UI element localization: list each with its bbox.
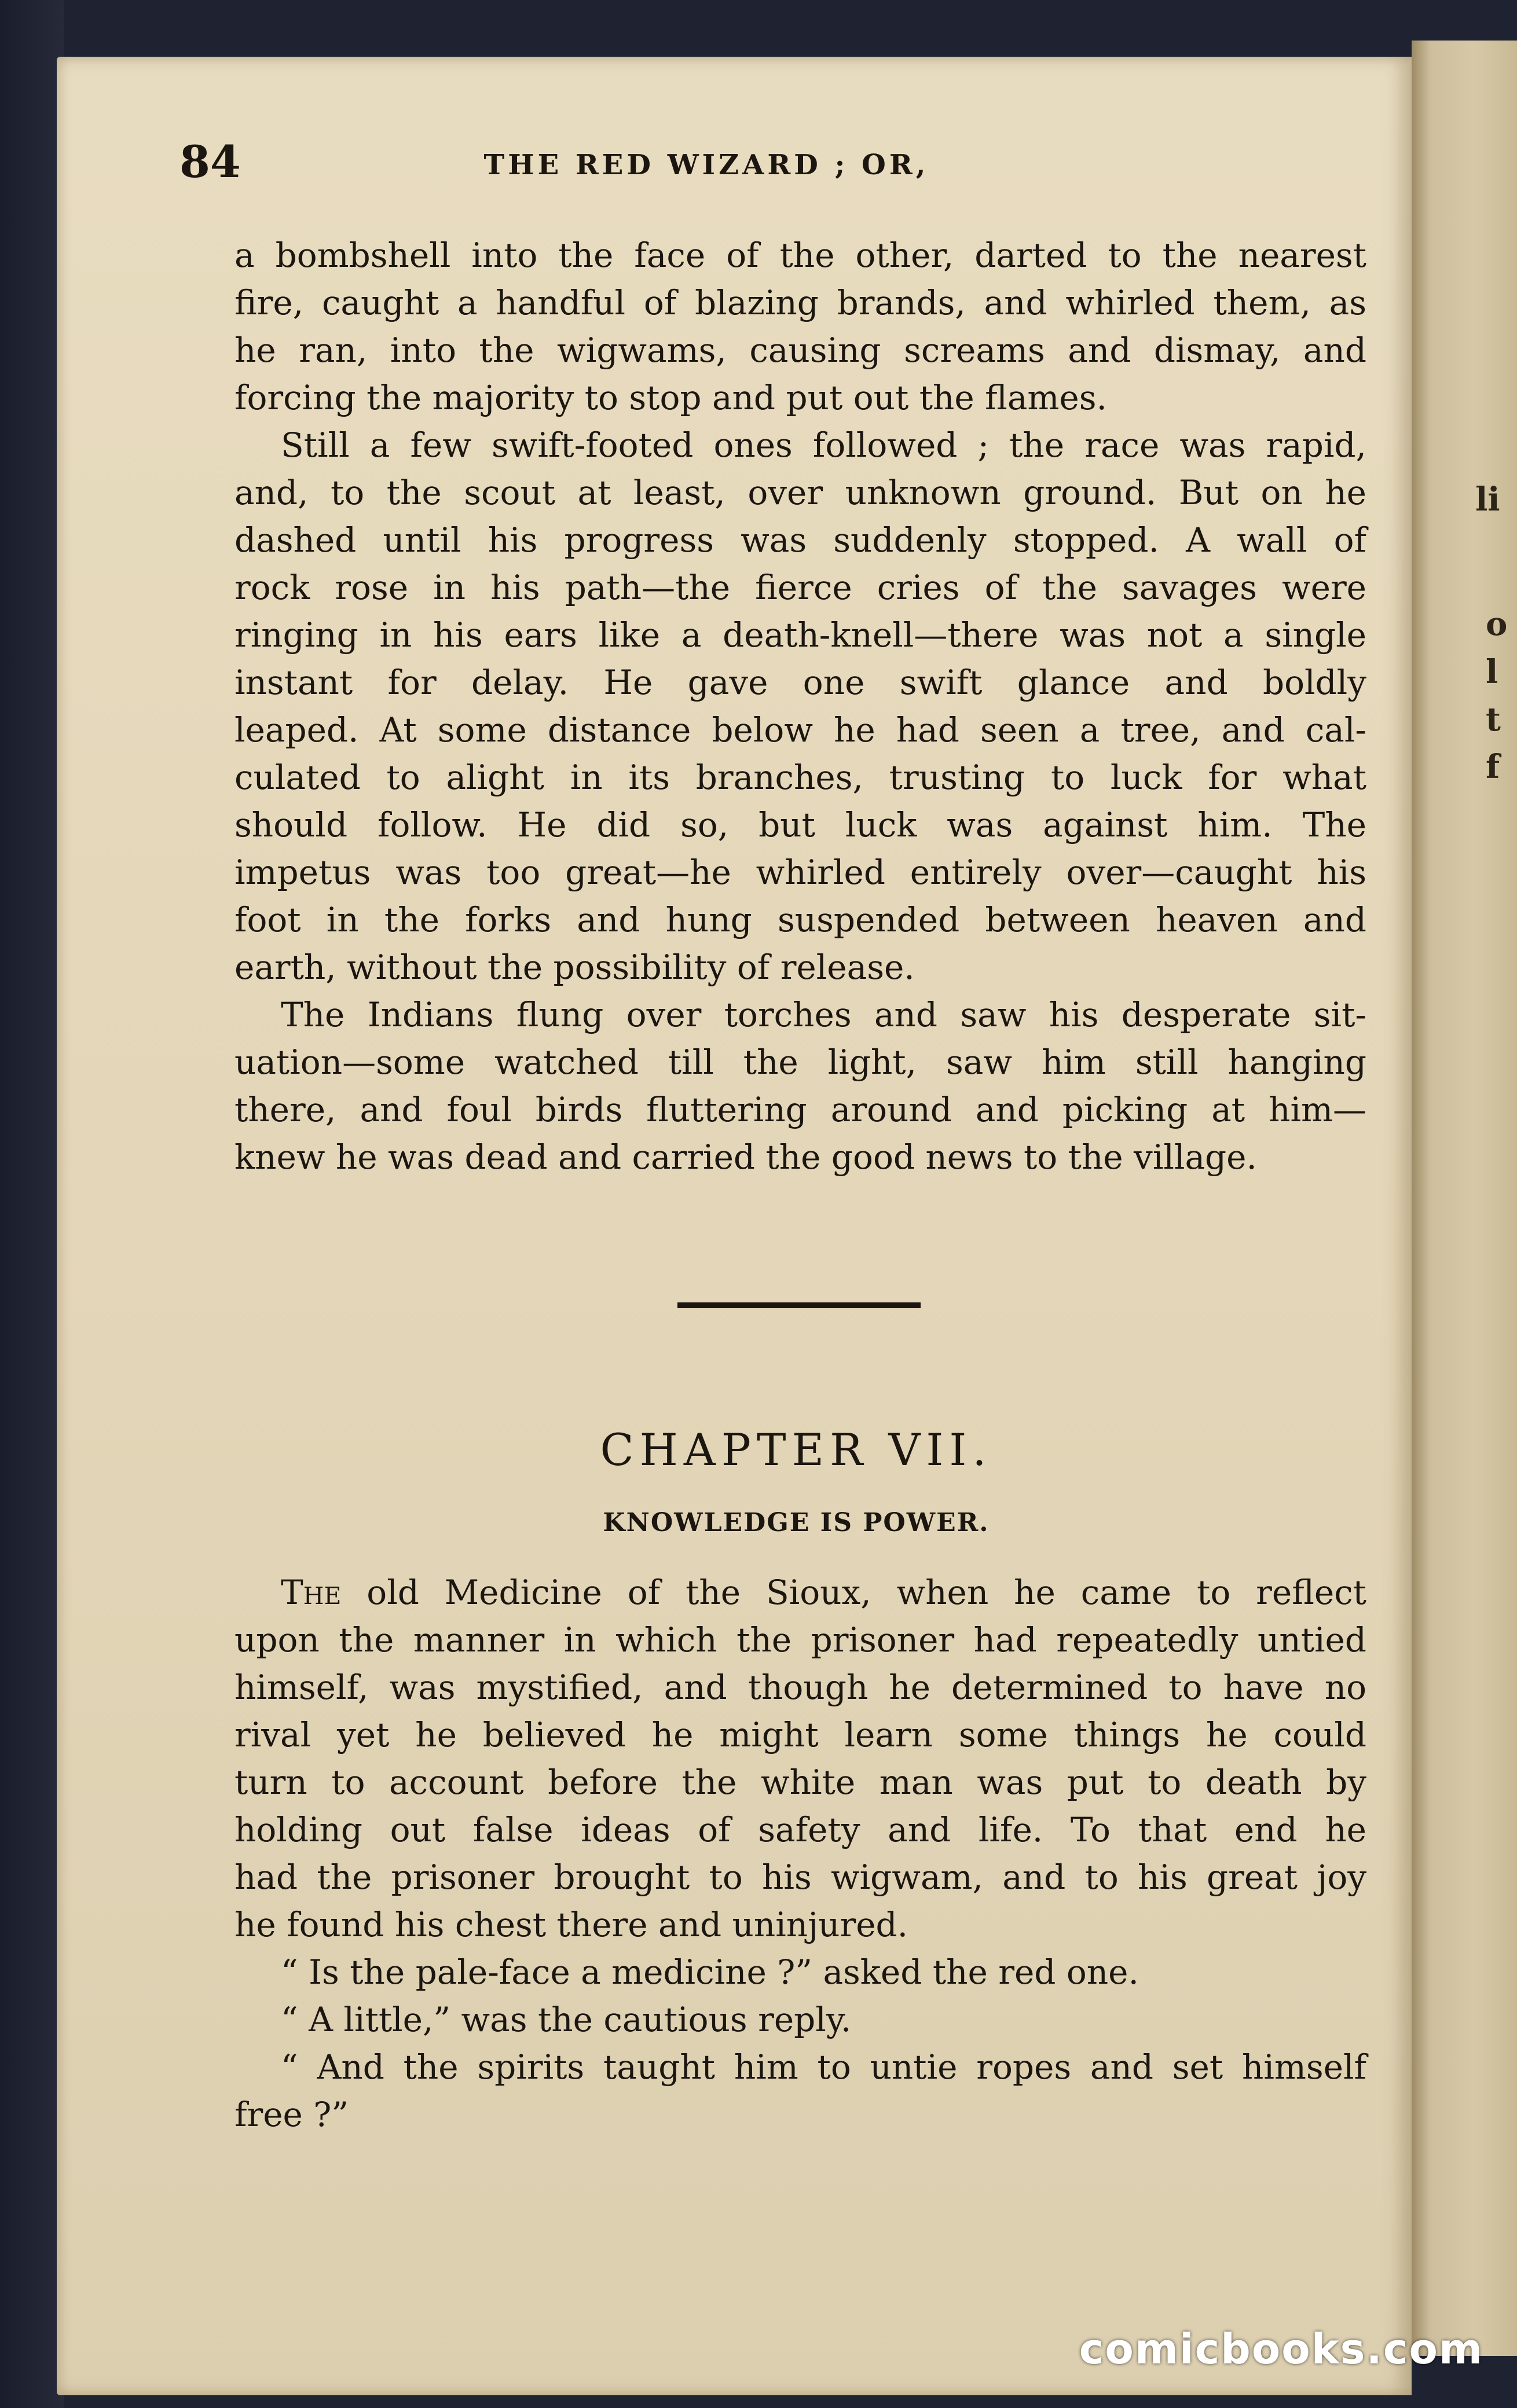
- page-header: [0, 136, 1517, 188]
- text-line: should follow. He did so, but luck was against him. The: [234, 805, 1366, 845]
- text-line: upon the manner in which the prisoner had repeatedly untied: [234, 1620, 1366, 1660]
- chapter-subtitle: KNOWLEDGE IS POWER.: [603, 1508, 990, 1537]
- section-2-lines: [234, 1616, 1366, 2138]
- text-line: The Indians flung over torches and saw his desperate sit-: [281, 995, 1366, 1034]
- text-line: culated to alight in its branches, trusting to luck for what: [234, 758, 1366, 797]
- text-line: rock rose in his path—the fierce cries of the savages were: [234, 568, 1366, 607]
- body-text-section-1: [234, 232, 1366, 1181]
- text-line: uation—some watched till the light, saw him still hanging: [234, 1043, 1366, 1082]
- text-line: leaped. At some distance below he had seen a tree, and cal-: [234, 710, 1366, 750]
- page-number: 84: [179, 136, 241, 188]
- text-line: knew he was dead and carried the good news to the village.: [234, 1137, 1257, 1177]
- text-line: instant for delay. He gave one swift glance and boldly: [234, 663, 1366, 702]
- running-head: THE RED WIZARD ; OR,: [483, 149, 929, 181]
- facing-page-fragment: li: [1475, 480, 1500, 519]
- text-line: earth, without the possibility of release.: [234, 948, 915, 987]
- text-line: holding out false ideas of safety and life. To that end he: [234, 1810, 1366, 1849]
- facing-page-fragment: t: [1486, 700, 1501, 739]
- text-line: dashed until his progress was suddenly stopped. A wall of: [234, 520, 1366, 560]
- text-line: free ?”: [234, 2095, 349, 2134]
- drop-word: The: [281, 1573, 342, 1612]
- text-line: “ And the spirits taught him to untie ropes and set himself: [281, 2047, 1366, 2087]
- paragraph-first-line: [234, 1569, 1366, 1616]
- text-line: forcing the majority to stop and put out the flames.: [234, 378, 1107, 417]
- facing-page-fragment: f: [1486, 748, 1500, 786]
- text-line: rival yet he believed he might learn some things he could: [234, 1715, 1366, 1754]
- text-line: “ A little,” was the cautious reply.: [281, 2000, 852, 2039]
- text-line: impetus was too great—he whirled entirely over—caught his: [234, 853, 1366, 892]
- watermark-logo: comicbooks.com: [1079, 2325, 1483, 2373]
- text-line: “ Is the pale-face a medicine ?” asked the red one.: [281, 1952, 1139, 1992]
- text-line: fire, caught a handful of blazing brands, and whirled them, as: [234, 283, 1366, 322]
- facing-page-fragment: o: [1486, 605, 1508, 643]
- text-line: had the prisoner brought to his wigwam, and to his great joy: [234, 1858, 1366, 1897]
- text-line: turn to account before the white man was put to death by: [234, 1763, 1366, 1802]
- text-line: he found his chest there and uninjured.: [234, 1905, 908, 1944]
- text-line: himself, was mystified, and though he determined to have no: [234, 1668, 1366, 1707]
- facing-page-edge: [1412, 41, 1517, 2356]
- text-line: a bombshell into the face of the other, darted to the nearest: [234, 236, 1366, 275]
- scan-background-left: [0, 0, 64, 2408]
- facing-page-fragment: l: [1486, 653, 1498, 691]
- text-line: there, and foul birds fluttering around and picking at him—: [234, 1090, 1366, 1129]
- chapter-title: CHAPTER VII.: [600, 1424, 992, 1475]
- text-line: Still a few swift-footed ones followed ; the race was rapid,: [281, 425, 1366, 465]
- first-line-text: old Medicine of the Sioux, when he came to reflect: [341, 1573, 1366, 1612]
- section-divider: [677, 1302, 921, 1308]
- text-line: he ran, into the wigwams, causing screams and dismay, and: [234, 331, 1366, 370]
- body-text-section-2: [234, 1569, 1366, 2138]
- text-line: ringing in his ears like a death-knell—there was not a single: [234, 615, 1366, 655]
- text-line: foot in the forks and hung suspended between heaven and: [234, 900, 1366, 939]
- text-line: and, to the scout at least, over unknown ground. But on he: [234, 473, 1366, 512]
